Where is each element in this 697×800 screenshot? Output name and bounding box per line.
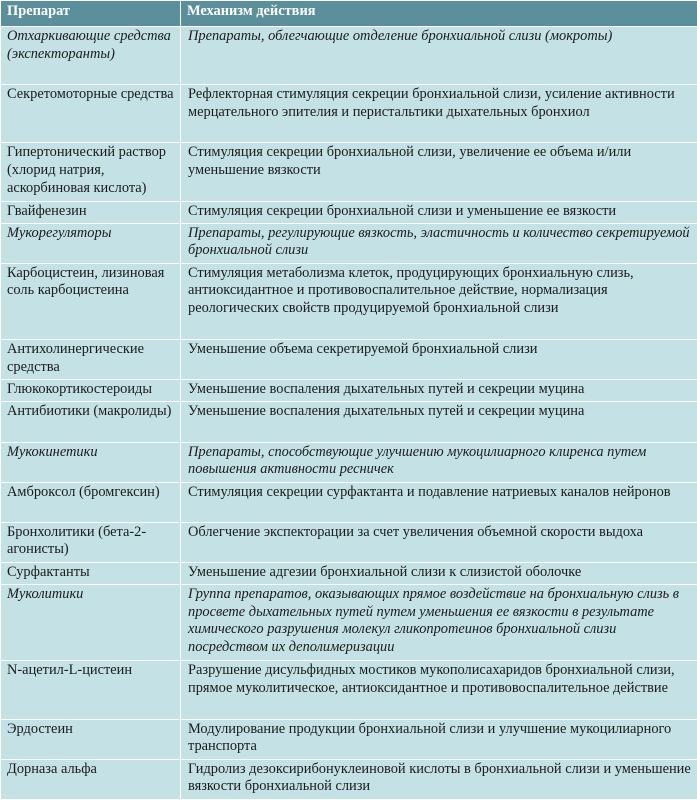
header-mechanism: Механизм действия bbox=[181, 1, 697, 27]
header-drug: Препарат bbox=[1, 1, 181, 27]
mechanism-cell: Группа препаратов, оказывающих прямое воздействие на бронхиальную слизь в просвете дыхательных путей путем уменьшения ее вязкости в результате химического разрушения молекул гликопротеинов бронхиальной слизи посредством их деполимеризации bbox=[181, 585, 697, 661]
drug-cell: Секретомоторные средства bbox=[1, 85, 181, 143]
drug-cell: Гипертонический раствор (хлорид натрия, аскорбиновая кислота) bbox=[1, 143, 181, 201]
table-row bbox=[1, 585, 697, 661]
mechanism-cell: Уменьшение воспаления дыхательных путей и секреции муцина bbox=[181, 380, 697, 402]
mechanism-cell: Стимуляция секреции бронхиальной слизи и уменьшение ее вязкости bbox=[181, 201, 697, 223]
mechanism-cell: Уменьшение воспаления дыхательных путей и секреции муцина bbox=[181, 402, 697, 442]
table-row bbox=[1, 482, 697, 522]
mechanism-cell: Уменьшение адгезии бронхиальной слизи к слизистой оболочке bbox=[181, 562, 697, 584]
drug-cell: Мукорегуляторы bbox=[1, 223, 181, 263]
drug-cell: Эрдостеин bbox=[1, 719, 181, 759]
table-row bbox=[1, 223, 697, 263]
table-row bbox=[1, 661, 697, 719]
table-row bbox=[1, 562, 697, 584]
mechanism-cell: Препараты, регулирующие вязкость, эластичность и количество секретируемой бронхиальной слизи bbox=[181, 223, 697, 263]
mechanism-cell: Уменьшение объема секретируемой бронхиальной слизи bbox=[181, 340, 697, 380]
drug-cell: Карбоцистеин, лизиновая соль карбоцистеина bbox=[1, 263, 181, 339]
drug-cell: Гвайфенезин bbox=[1, 201, 181, 223]
mechanism-cell: Препараты, способствующие улучшению мукоцилиарного клиренса путем повышения активности ресничек bbox=[181, 442, 697, 482]
table-row bbox=[1, 340, 697, 380]
table-row bbox=[1, 522, 697, 562]
mechanism-cell: Рефлекторная стимуляция секреции бронхиальной слизи, усиление активности мерцательного эпителия и перистальтики дыхательных бронхиол bbox=[181, 85, 697, 143]
drug-cell: Амброксол (бромгексин) bbox=[1, 482, 181, 522]
mechanism-cell: Облегчение экспекторации за счет увеличения объемной скорости выдоха bbox=[181, 522, 697, 562]
mechanism-cell: Стимуляция метаболизма клеток, продуцирующих бронхиальную слизь, антиоксидантное и противовоспалительное действие, нормализация реологических свойств продуцируемой бронхиальной слизи bbox=[181, 263, 697, 339]
table-row bbox=[1, 442, 697, 482]
table-row bbox=[1, 402, 697, 442]
table-header-row bbox=[1, 1, 697, 27]
table-row bbox=[1, 719, 697, 759]
table-row bbox=[1, 201, 697, 223]
mechanism-cell: Стимуляция секреции сурфактанта и подавление натриевых каналов нейронов bbox=[181, 482, 697, 522]
drug-cell: Дорназа альфа bbox=[1, 759, 181, 799]
table-row bbox=[1, 143, 697, 201]
drug-cell: Сурфактанты bbox=[1, 562, 181, 584]
drug-cell: Глюкокортикостероиды bbox=[1, 380, 181, 402]
table-row bbox=[1, 27, 697, 85]
mechanism-cell: Модулирование продукции бронхиальной слизи и улучшение мукоцилиарного транспорта bbox=[181, 719, 697, 759]
mechanism-cell: Стимуляция секреции бронхиальной слизи, увеличение ее объема и/или уменьшение вязкости bbox=[181, 143, 697, 201]
mechanism-cell: Препараты, облегчающие отделение бронхиальной слизи (мокроты) bbox=[181, 27, 697, 85]
drug-cell: Отхаркивающие средства (экспекторанты) bbox=[1, 27, 181, 85]
table-row bbox=[1, 759, 697, 799]
drug-cell: Антибиотики (макролиды) bbox=[1, 402, 181, 442]
mechanism-cell: Гидролиз дезоксирибонуклеиновой кислоты в бронхиальной слизи и уменьшение вязкости бронхиальной слизи bbox=[181, 759, 697, 799]
drug-cell: Муколитики bbox=[1, 585, 181, 661]
table-row bbox=[1, 85, 697, 143]
drug-cell: Бронхолитики (бета-2-агонисты) bbox=[1, 522, 181, 562]
table-row bbox=[1, 380, 697, 402]
drug-cell: N-ацетил-L-цистеин bbox=[1, 661, 181, 719]
mechanism-cell: Разрушение дисульфидных мостиков мукополисахаридов бронхиальной слизи, прямое муколитическое, антиоксидантное и противовоспалительное действие bbox=[181, 661, 697, 719]
drug-cell: Мукокинетики bbox=[1, 442, 181, 482]
table-row bbox=[1, 263, 697, 339]
drug-cell: Антихолинергические средства bbox=[1, 340, 181, 380]
